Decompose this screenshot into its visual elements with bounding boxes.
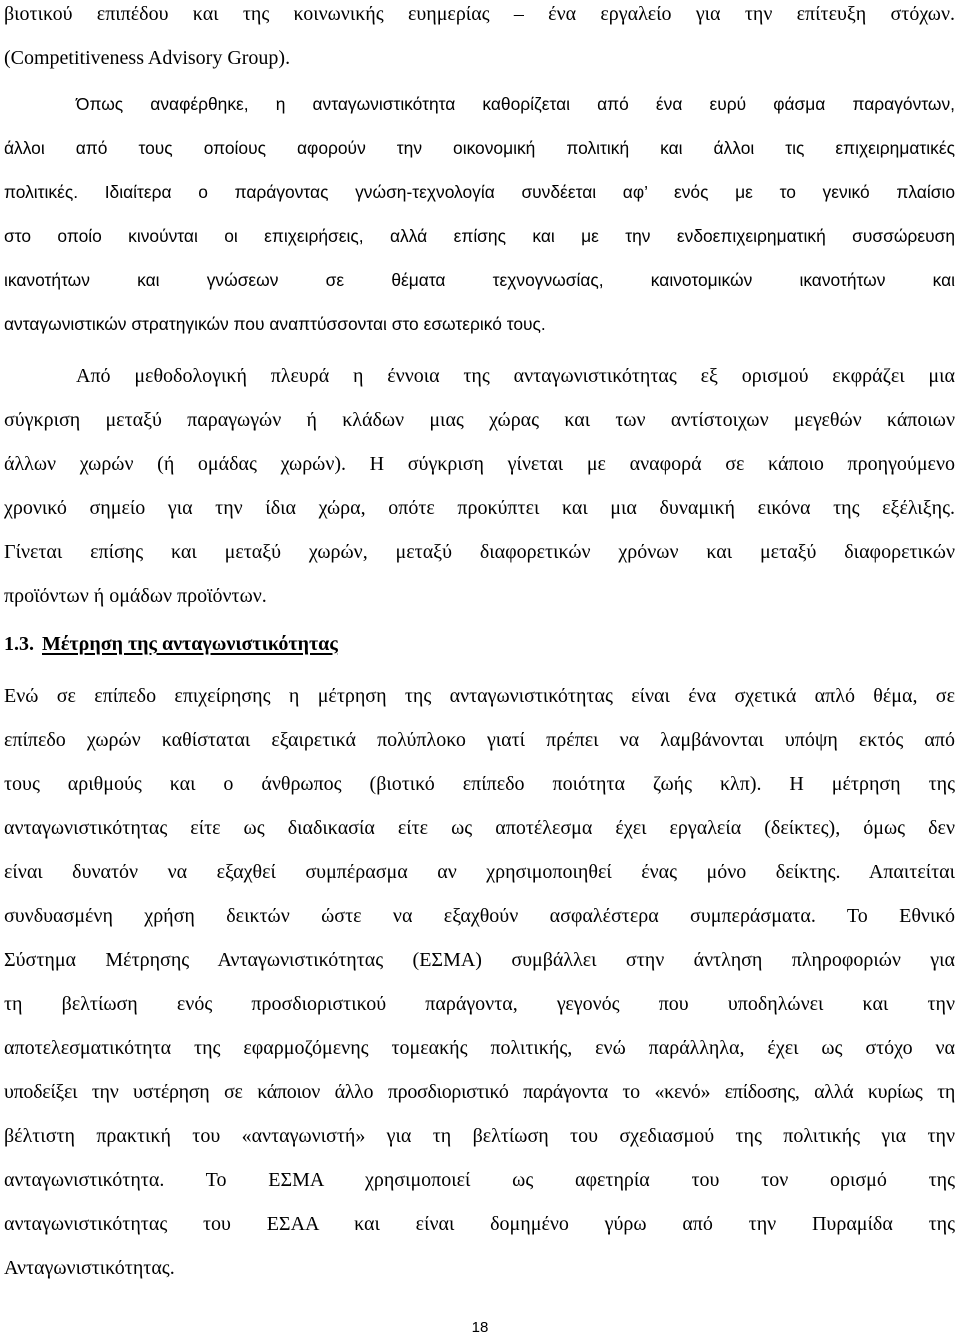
paragraph-intro — [4, 0, 955, 80]
text-line: Όπως αναφέρθηκε, η ανταγωνιστικότητα καθορίζεται από ένα ευρύ φάσμα παραγόντων, — [76, 94, 955, 114]
text-line: Από μεθοδολογική πλευρά η έννοια της ανταγωνιστικότητας εξ ορισμού εκφράζει μια — [76, 365, 955, 387]
text-line: σύγκριση μεταξύ παραγωγών ή κλάδων μιας χώρας και των αντίστοιχων μεγεθών κάποιων — [4, 409, 955, 431]
section-heading — [4, 622, 338, 666]
text-line: (Competitiveness Advisory Group). — [4, 47, 291, 69]
text-line: βιοτικού επιπέδου και της κοινωνικής ευημερίας – ένα εργαλείο για την επίτευξη στόχων. — [4, 3, 955, 25]
document-page — [4, 0, 955, 1340]
text-line: συνδυασμένη χρήση δεικτών ώστε να εξαχθούν ασφαλέστερα συμπεράσματα. Το Εθνικό — [4, 905, 955, 927]
section-title: Μέτρηση της ανταγωνιστικότητας — [42, 633, 338, 655]
text-line: χρονικό σημείο για την ίδια χώρα, οπότε προκύπτει και μια δυναμική εικόνα της εξέλιξης. — [4, 497, 955, 519]
text-line: αποτελεσματικότητα της εφαρμοζόμενης τομεακής πολιτικής, ενώ παράλληλα, έχει ως στόχο να — [4, 1037, 955, 1059]
text-line: ανταγωνιστικών στρατηγικών που αναπτύσσονται στο εσωτερικό τους. — [4, 314, 546, 334]
page-number: 18 — [471, 1319, 489, 1336]
text-line: Ανταγωνιστικότητας. — [4, 1257, 175, 1279]
paragraph-method — [4, 354, 955, 618]
text-line: Γίνεται επίσης και μεταξύ χωρών, μεταξύ διαφορετικών χρόνων και μεταξύ διαφορετικών — [4, 541, 955, 563]
text-line: τη βελτίωση ενός προσδιοριστικού παράγοντα, γεγονός που υποδηλώνει και την — [4, 993, 955, 1015]
text-line: Σύστημα Μέτρησης Ανταγωνιστικότητας (ΕΣΜΑ) συμβάλλει στην άντληση πληροφοριών για — [4, 949, 955, 971]
text-line: στο οποίο κινούνται οι επιχειρήσεις, αλλά επίσης και με την ενδοεπιχειρηματική συσσώρευση — [4, 226, 955, 246]
text-line: άλλων χωρών (ή ομάδας χωρών). Η σύγκριση γίνεται με αναφορά σε κάποιο προηγούμενο — [4, 453, 955, 475]
text-line: βέλτιστη πρακτική του «ανταγωνιστή» για τη βελτίωση του σχεδιασμού της πολιτικής για την — [4, 1125, 955, 1147]
paragraph-factors — [4, 82, 955, 346]
text-line: ανταγωνιστικότητα. Το ΕΣΜΑ χρησιμοποιεί ως αφετηρία του τον ορισμό της — [4, 1169, 955, 1191]
text-line: υποδείξει την υστέρηση σε κάποιον άλλο προσδιοριστικό παράγοντα το «κενό» επίδοσης, αλλά κυρίως τη — [4, 1081, 955, 1103]
text-line: ανταγωνιστικότητας είτε ως διαδικασία είτε ως αποτέλεσμα έχει εργαλεία (δείκτες), όμως δεν — [4, 817, 955, 839]
text-line: τους αριθμούς και ο άνθρωπος (βιοτικό επίπεδο ποιότητα ζωής κλπ). Η μέτρηση της — [4, 773, 955, 795]
paragraph-measurement — [4, 674, 955, 1290]
text-line: επίπεδο χωρών καθίσταται εξαιρετικά πολύπλοκο γιατί πρέπει να λαμβάνονται υπόψη εκτός από — [4, 729, 955, 751]
text-line: προϊόντων ή ομάδων προϊόντων. — [4, 585, 267, 607]
text-line: είναι δυνατόν να εξαχθεί συμπέρασμα αν χρησιμοποιηθεί ένας μόνο δείκτης. Απαιτείται — [4, 861, 955, 883]
text-line: ανταγωνιστικότητας του ΕΣΑΑ και είναι δομημένο γύρω από την Πυραμίδα της — [4, 1213, 955, 1235]
text-line: πολιτικές. Ιδιαίτερα ο παράγοντας γνώση-τεχνολογία συνδέεται αφ’ ενός με το γενικό πλαίσιο — [4, 182, 955, 202]
text-line: ικανοτήτων και γνώσεων σε θέματα τεχνογνωσίας, καινοτομικών ικανοτήτων και — [4, 270, 955, 290]
text-line: άλλοι από τους οποίους αφορούν την οικονομική πολιτική και άλλοι τις επιχειρηματικές — [4, 138, 955, 158]
section-number: 1.3. — [4, 633, 34, 655]
text-line: Ενώ σε επίπεδο επιχείρησης η μέτρηση της ανταγωνιστικότητας είναι ένα σχετικά απλό θέμα, σε — [4, 685, 955, 707]
